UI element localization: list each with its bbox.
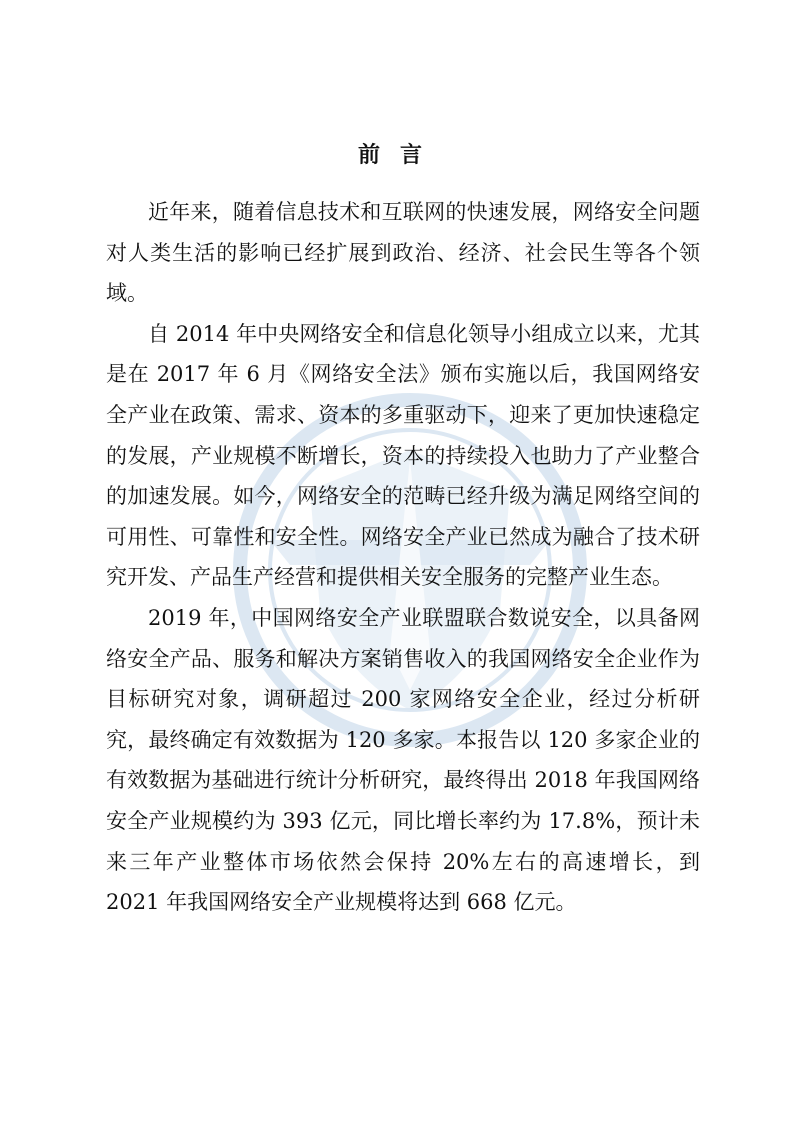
paragraph-intro: 近年来，随着信息技术和互联网的快速发展，网络安全问题对人类生活的影响已经扩展到政治、经济、社会民生等各个领域。: [106, 200, 700, 306]
page-title: 前言: [357, 142, 442, 168]
paragraph-market-size: 2019 年，中国网络安全产业联盟联合数说安全，以具备网络安全产品、服务和解决方案销售收入的我国网络安全企业作为目标研究对象，调研超过 200 家网络安全企业，经过分析研究，最终确定有效数据为 120 多家。本报告以 120 多家企业的有效数据为基础进行统计分析研究，最终得出 2018 年我国网络安全产业规模约为 393 亿元，同比增长率约为 17.8%，预计未来三年产业整体市场依然会保持 20%左右的高速增长，到 2021 年我国网络安全产业规模将达到 668 亿元。: [106, 605, 700, 915]
paragraph-policy: 自 2014 年中央网络安全和信息化领导小组成立以来，尤其是在 2017 年 6 月《网络安全法》颁布实施以后，我国网络安全产业在政策、需求、资本的多重驱动下，迎来了更加快速稳定的发展，产业规模不断增长，资本的持续投入也助力了产业整合的加速发展。如今，网络安全的范畴已经升级为满足网络空间的可用性、可靠性和安全性。网络安全产业已然成为融合了技术研究开发、产品生产经营和提供相关安全服务的完整产业生态。: [106, 321, 700, 590]
document-body: [106, 192, 700, 923]
